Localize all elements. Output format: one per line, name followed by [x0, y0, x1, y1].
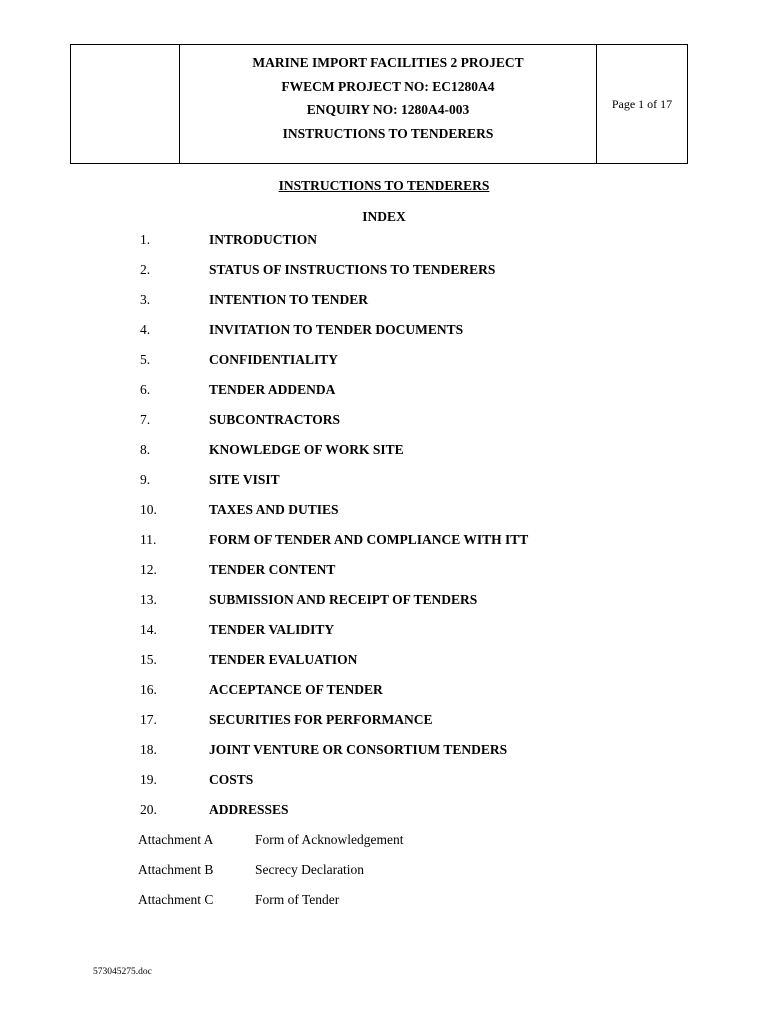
- attachments-list: [138, 831, 403, 921]
- toc-label: SECURITIES FOR PERFORMANCE: [209, 712, 433, 727]
- toc-label: TENDER ADDENDA: [209, 382, 336, 397]
- toc-label: SUBMISSION AND RECEIPT OF TENDERS: [209, 592, 478, 607]
- toc-number: 2.: [140, 262, 151, 277]
- toc-item: [140, 291, 528, 321]
- toc-label: KNOWLEDGE OF WORK SITE: [209, 442, 404, 457]
- toc-item: [140, 351, 528, 381]
- toc-item: [140, 651, 528, 681]
- toc-item: [140, 471, 528, 501]
- toc-item: [140, 411, 528, 441]
- toc-number: 4.: [140, 322, 151, 337]
- toc-number: 3.: [140, 292, 151, 307]
- toc-number: 15.: [140, 652, 157, 667]
- toc-number: 7.: [140, 412, 151, 427]
- toc-item: [140, 231, 528, 261]
- page-number: Page 1 of 17: [611, 97, 673, 111]
- attachment-title: Form of Tender: [255, 892, 340, 907]
- toc-label: ADDRESSES: [209, 802, 289, 817]
- toc-item: [140, 501, 528, 531]
- toc-label: STATUS OF INSTRUCTIONS TO TENDERERS: [209, 262, 496, 277]
- toc-item: [140, 531, 528, 561]
- header-project-name: MARINE IMPORT FACILITIES 2 PROJECT: [252, 55, 524, 70]
- toc-item: [140, 681, 528, 711]
- attachment-id: Attachment B: [138, 862, 214, 877]
- toc-item: [140, 801, 528, 831]
- toc-number: 20.: [140, 802, 157, 817]
- toc-label: TAXES AND DUTIES: [209, 502, 339, 517]
- header-project-number: FWECM PROJECT NO: EC1280A4: [281, 78, 495, 94]
- toc-number: 16.: [140, 682, 157, 697]
- toc-label: TENDER VALIDITY: [209, 622, 335, 637]
- toc-number: 11.: [140, 532, 157, 547]
- toc-number: 10.: [140, 502, 157, 517]
- toc-number: 12.: [140, 562, 157, 577]
- index-title: INDEX: [362, 209, 406, 224]
- toc-label: TENDER CONTENT: [209, 562, 336, 577]
- toc-item: [140, 591, 528, 621]
- attachment-item: [138, 891, 403, 921]
- toc-number: 6.: [140, 382, 151, 397]
- toc-label: INTRODUCTION: [209, 232, 318, 247]
- toc-item: [140, 711, 528, 741]
- toc-number: 1.: [140, 232, 151, 247]
- toc-number: 13.: [140, 592, 157, 607]
- footer-filename: 573045275.doc: [93, 967, 152, 977]
- toc-item: [140, 321, 528, 351]
- toc-label: TENDER EVALUATION: [209, 652, 358, 667]
- toc-number: 17.: [140, 712, 157, 727]
- toc-number: 18.: [140, 742, 157, 757]
- toc-label: CONFIDENTIALITY: [209, 352, 339, 367]
- toc-label: INTENTION TO TENDER: [209, 292, 369, 307]
- toc-item: [140, 441, 528, 471]
- attachment-title: Secrecy Declaration: [255, 862, 365, 877]
- attachment-item: [138, 861, 403, 891]
- toc-item: [140, 261, 528, 291]
- toc-item: [140, 741, 528, 771]
- attachment-title: Form of Acknowledgement: [255, 832, 404, 847]
- toc-label: JOINT VENTURE OR CONSORTIUM TENDERS: [209, 742, 508, 757]
- attachment-item: [138, 831, 403, 861]
- toc-item: [140, 771, 528, 801]
- header-page-cell: [597, 45, 687, 163]
- toc-label: SITE VISIT: [209, 472, 280, 487]
- table-of-contents: [140, 231, 528, 831]
- toc-number: 9.: [140, 472, 151, 487]
- header-logo-cell: [71, 45, 180, 163]
- toc-item: [140, 561, 528, 591]
- toc-label: FORM OF TENDER AND COMPLIANCE WITH ITT: [209, 532, 529, 547]
- toc-number: 8.: [140, 442, 151, 457]
- toc-label: SUBCONTRACTORS: [209, 412, 341, 427]
- header-title-cell: [180, 45, 597, 163]
- toc-label: ACCEPTANCE OF TENDER: [209, 682, 383, 697]
- header-document-type: INSTRUCTIONS TO TENDERERS: [282, 125, 494, 141]
- document-title: INSTRUCTIONS TO TENDERERS: [278, 178, 490, 193]
- toc-label: INVITATION TO TENDER DOCUMENTS: [209, 322, 464, 337]
- header-table: [70, 44, 688, 164]
- toc-number: 5.: [140, 352, 151, 367]
- attachment-id: Attachment A: [138, 832, 214, 847]
- toc-number: 14.: [140, 622, 157, 637]
- toc-number: 19.: [140, 772, 157, 787]
- toc-item: [140, 621, 528, 651]
- attachment-id: Attachment C: [138, 892, 214, 907]
- header-enquiry-number: ENQUIRY NO: 1280A4-003: [306, 102, 470, 117]
- toc-label: COSTS: [209, 772, 254, 787]
- toc-item: [140, 381, 528, 411]
